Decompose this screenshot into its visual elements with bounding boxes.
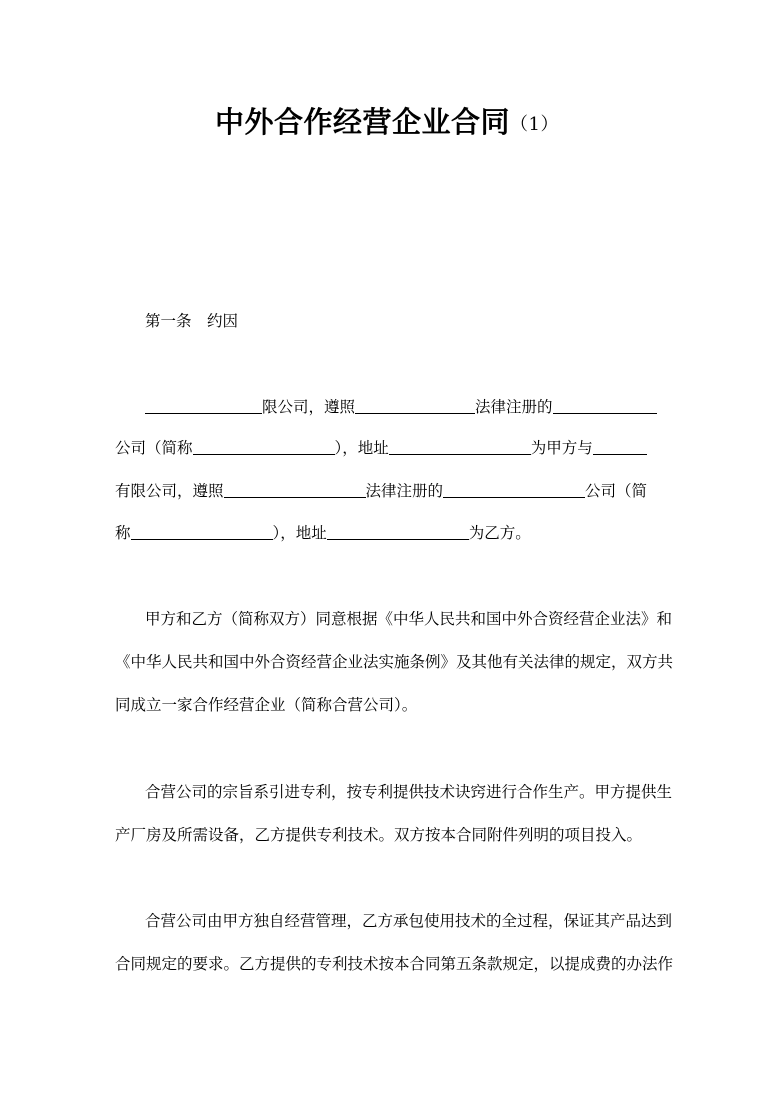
para4-line2: 合同规定的要求。乙方提供的专利技术按本合同第五条款规定，以提成费的办法作 xyxy=(115,955,674,973)
para2-line2: 《中华人民共和国中外合资经营企业法实施条例》及其他有关法律的规定，双方共 xyxy=(115,653,674,671)
document-title xyxy=(0,100,774,141)
para1-line2 xyxy=(115,437,661,459)
title-suffix: （1） xyxy=(510,114,559,135)
para1-line2-text3: 为甲方与 xyxy=(530,439,593,457)
para3-line2: 产厂房及所需设备，乙方提供专利技术。双方按本合同附件列明的项目投入。 xyxy=(115,826,643,844)
para1-line2-text2: ），地址 xyxy=(334,439,389,457)
title-text: 中外合作经营企业合同 xyxy=(215,105,511,139)
para1-line3 xyxy=(115,480,661,502)
blank-field[interactable] xyxy=(593,439,647,455)
blank-field[interactable] xyxy=(193,439,335,455)
blank-field[interactable] xyxy=(553,398,657,414)
para2-line3: 同成立一家合作经营企业（简称合营公司）。 xyxy=(115,696,418,714)
blank-field[interactable] xyxy=(131,524,273,540)
blank-field[interactable] xyxy=(443,482,585,498)
para1-line4-text3: 为乙方。 xyxy=(468,524,531,542)
blank-field[interactable] xyxy=(224,482,366,498)
para1-line3-text2: 法律注册的 xyxy=(365,482,444,500)
para1-line4-text2: ），地址 xyxy=(272,524,327,542)
para1-line3-text1: 有限公司，遵照 xyxy=(115,482,224,500)
blank-field[interactable] xyxy=(389,439,531,455)
para1-line4 xyxy=(115,522,661,544)
para3-line1: 合营公司的宗旨系引进专利，按专利提供技术诀窍进行合作生产。甲方提供生 xyxy=(145,783,673,801)
para2-line1: 甲方和乙方（简称双方）同意根据《中华人民共和国中外合资经营企业法》和 xyxy=(145,610,673,628)
article-heading: 第一条 约因 xyxy=(145,312,239,330)
para4-line1: 合营公司由甲方独自经营管理，乙方承包使用技术的全过程，保证其产品达到 xyxy=(145,912,673,930)
para1-line4-text1: 称 xyxy=(115,524,131,542)
blank-field[interactable] xyxy=(327,524,469,540)
para1-line1 xyxy=(145,396,661,418)
blank-field[interactable] xyxy=(355,398,475,414)
para1-line1-text1: 限公司，遵照 xyxy=(262,398,356,416)
para1-line1-text2: 法律注册的 xyxy=(475,398,553,416)
blank-field[interactable] xyxy=(145,398,262,414)
para1-line3-text3: 公司（简 xyxy=(585,482,648,500)
para1-line2-text1: 公司（简称 xyxy=(115,439,193,457)
